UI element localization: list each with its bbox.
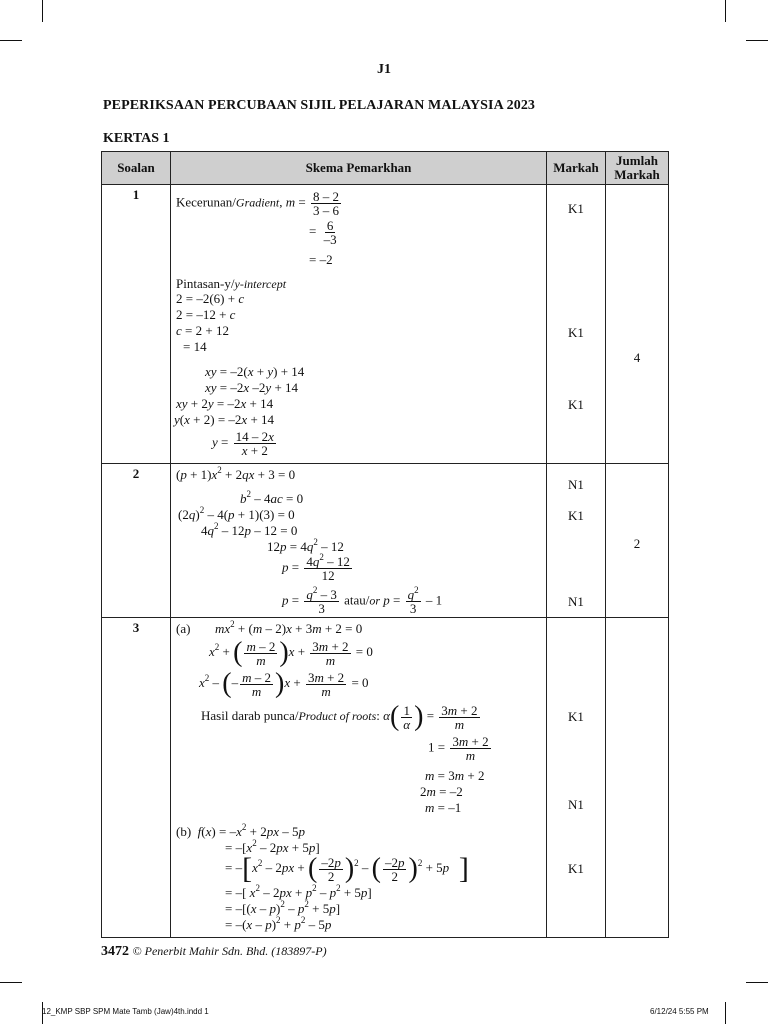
gradient-label: Kecerunan/ [176,194,236,210]
table-header-row [102,152,669,185]
mark-n1: N1 [568,477,584,492]
mark-k1: K1 [568,709,584,724]
scheme-q2: $(p + 1)x^2 + 2qx + 3 = 0$ $b^2 - 4ac = 0$ $(2q)^2 - 4(p + 1)(3) = 0$ $4q^2 - 12p - 12 = 0$ $12p = 4q^2 - 12$ p = $\frac{4q^2 - 12}{12}$ p = $\frac{q^2 - 3}{3}$ atau/or p = $\frac{q^2}{3}$ – 1 [171,464,547,618]
header-total-marks: Jumlah Markah [606,152,669,185]
total-marks: 4 [633,350,641,365]
intercept-label: Pintasan-y/ [176,276,235,291]
mark-k1: K1 [568,201,584,216]
mark-n1: N1 [568,594,584,609]
marks-q3 [547,618,606,938]
publisher-credit: © Penerbit Mahir Sdn. Bhd. (183897-P) [132,944,327,958]
header-question: Soalan [102,152,171,185]
paper-label: KERTAS 1 [103,131,170,146]
part-b-label: (b) [176,824,192,839]
crop-mark [746,982,768,983]
product-roots-en: Product of roots [298,708,377,723]
print-timestamp: 6/12/24 5:55 PM [650,1007,709,1016]
scheme-q1: Kecerunan/Gradient, m = $\frac{8 - 2}{3 - 6}$ = $\frac{6}{-3}$ = –2 Pintasan-y/y-intercept 2 = –2(6) + c 2 = –12 + c c = 2 + 12 = 14 xy = –2(x + y) + 14 xy = –2x –2y + 14 xy + 2y = –2x + 14 y(x + 2) = –2x + 14 y = $\frac{14 - 2x}{x + 2}$ [171,185,547,464]
total-marks: 2 [633,536,641,551]
question-number: 3 [102,618,171,938]
mark-k1: K1 [568,508,584,523]
mark-n1: N1 [568,797,584,812]
document-title: PEPERIKSAAN PERCUBAAN SIJIL PELAJARAN MALAYSIA 2023 [103,98,536,113]
marking-scheme-table [101,151,669,938]
question-number: 1 [102,185,171,464]
mark-k1: K1 [568,861,584,876]
footer [101,944,327,960]
header-scheme: Skema Pemarkhan [171,152,547,185]
marks-q1 [547,185,606,492]
crop-mark [725,0,726,22]
mark-k1: K1 [568,325,584,340]
total-q1 [606,185,669,464]
file-slug: 12_KMP SBP SPM Mate Tamb (Jaw)4th.indd 1 [42,1007,209,1016]
table-row [102,618,669,938]
or-label: atau/ [344,592,370,608]
mark-k1: K1 [568,397,584,412]
or-en: or [369,593,381,608]
total-q2 [606,464,669,618]
intercept-en: y-intercept [234,277,287,291]
crop-mark [0,40,22,41]
crop-mark [725,1002,726,1024]
part-a-label: (a) [176,621,191,636]
product-roots-label: Hasil darab punca/ [201,707,299,723]
crop-mark [746,40,768,41]
table-row [102,464,669,618]
header-marks: Markah [547,152,606,185]
total-q3 [606,618,669,938]
marks-q2 [547,464,606,618]
table-row [102,185,669,464]
subject-code: 3472 [101,944,129,959]
gradient-en: Gradient [235,195,280,210]
scheme-q3: (a) $mx^2 + (m - 2)x + 3m + 2 = 0$ $x^2$ + ( $\frac{m - 2}{m}$ )x + $\frac{3m + 2}{m}$ = 0 $x^2$ – (– $\frac{m - 2}{m}$ )x + $\frac{3m + 2}{m}$ = 0 Hasil darab punca/Product of roots: α( $\frac{1}{\alpha}$ ) = $\frac{3m + 2}{m}$ 1 = $\frac{3m + 2}{m}$ m = 3m + 2 2m = –2 m = –1 (b) $f(x) = -x^2 + 2px - 5p$ = $-[x^2 - 2px + 5p]$ = $-[x^2 - 2px$ + ( $\frac{-2p}{2}$ )$^2$ – ( $\frac{-2p}{2}$ )$^2$ + 5p ] = –[ $x^2 - 2px + p^2 - p^2 + 5p$] = $-[(x - p)^2 - p^2 + 5p]$ = $-(x - p)^2 + p^2 - 5p$ [171,618,547,938]
question-number: 2 [102,464,171,618]
crop-mark [0,982,22,983]
page-code: J1 [377,62,391,77]
crop-mark [42,0,43,22]
